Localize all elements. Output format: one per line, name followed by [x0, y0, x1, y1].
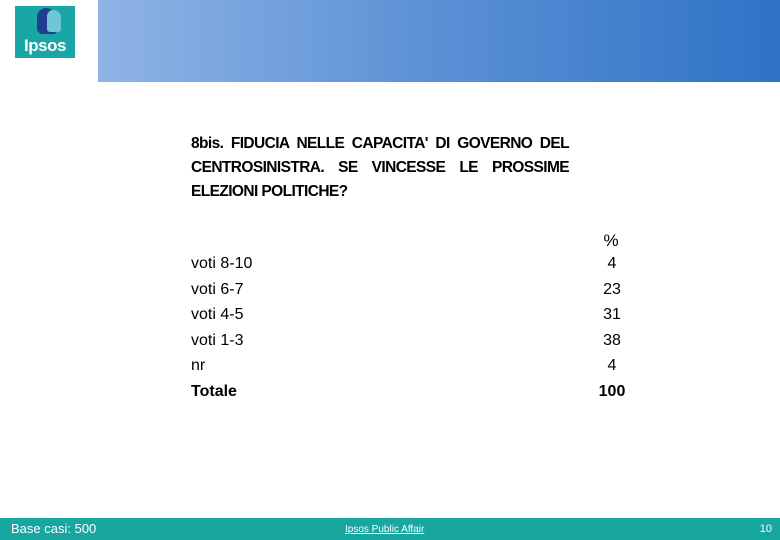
row-label: Totale: [191, 382, 237, 400]
row-value: 4: [607, 357, 617, 374]
percent-column-header: %: [603, 231, 619, 250]
logo-area: [0, 0, 92, 82]
base-cases-label: Base casi: 500: [11, 521, 97, 536]
row-value: 4: [607, 255, 617, 272]
row-label: nr: [191, 357, 206, 374]
row-value: 31: [603, 306, 621, 323]
row-label: voti 8-10: [191, 255, 253, 272]
logo-face-icon: [47, 10, 61, 32]
table-row: [191, 330, 641, 356]
row-value: 38: [603, 331, 621, 349]
question-text: 8bis. FIDUCIA NELLE CAPACITA' DI GOVERNO DEL CENTROSINISTRA. SE VINCESSE LE PROSSIME ELEZIONI POLITICHE?: [191, 135, 569, 200]
row-label: voti 6-7: [191, 280, 244, 298]
header-banner: [98, 0, 780, 82]
row-value: 100: [598, 382, 626, 400]
table-row: [191, 304, 641, 330]
footer-link[interactable]: Ipsos Public Affair: [345, 524, 425, 535]
results-table: [191, 253, 641, 406]
table-row: [191, 355, 641, 381]
row-value: 23: [603, 280, 621, 298]
row-label: voti 4-5: [191, 306, 244, 323]
logo-wordmark: Ipsos: [24, 36, 66, 55]
footer-bar: [0, 518, 780, 540]
table-row: [191, 279, 641, 305]
page-number: 10: [759, 523, 772, 535]
table-row: [191, 253, 641, 279]
table-row-total: [191, 381, 641, 407]
ipsos-logo: [15, 6, 75, 58]
row-label: voti 1-3: [191, 331, 244, 349]
